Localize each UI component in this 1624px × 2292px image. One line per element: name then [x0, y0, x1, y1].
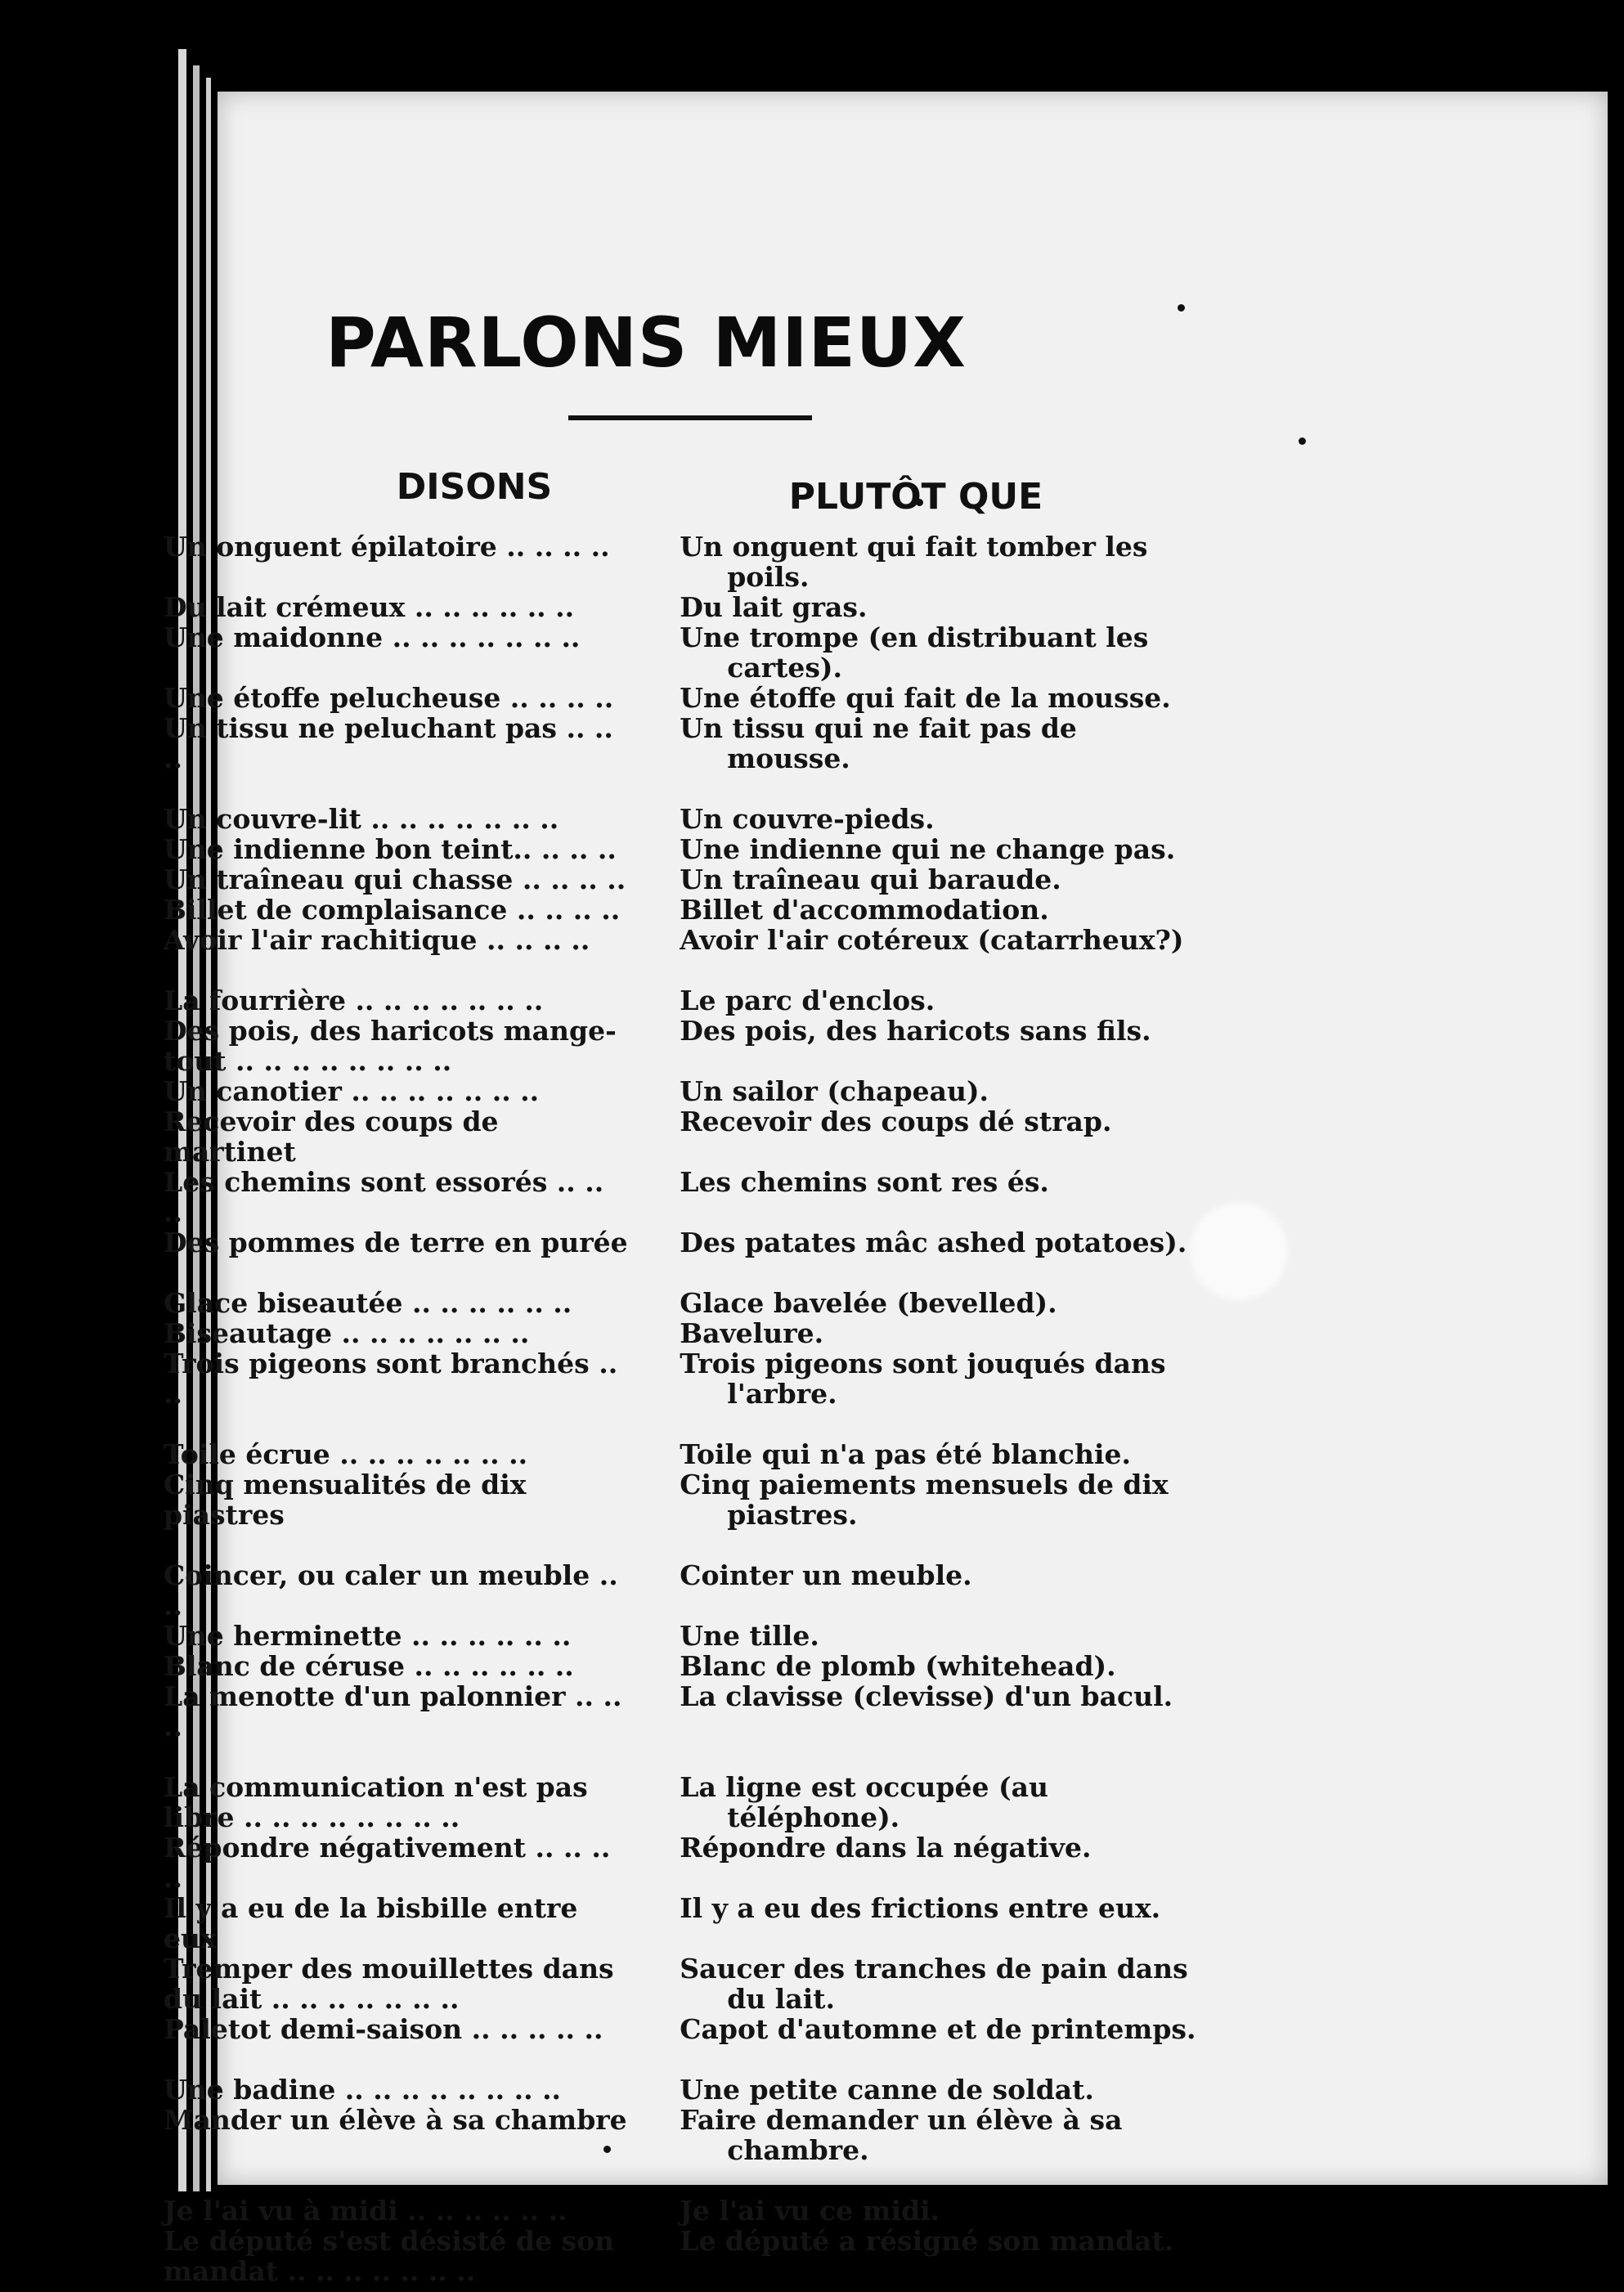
page-title: PARLONS MIEUX	[325, 303, 967, 383]
phrase-incorrect: Avoir l'air cotéreux (catarrheux?)	[680, 924, 1184, 956]
phrase-correct: Un tissu ne peluchant pas .. .. ..	[164, 712, 613, 774]
phrase-correct: Avoir l'air rachitique .. .. .. ..	[164, 924, 590, 956]
speck	[1299, 437, 1306, 445]
phrase-correct: Glace biseautée .. .. .. .. .. ..	[164, 1287, 572, 1319]
phrase-incorrect: Du lait gras.	[680, 591, 868, 623]
phrase-incorrect: Faire demander un élève à sa chambre.	[680, 2104, 1123, 2166]
phrase-row	[164, 532, 1202, 592]
column-header-left: DISONS	[396, 466, 553, 508]
phrase-incorrect: Une tille.	[680, 1620, 819, 1652]
phrase-row	[164, 622, 1202, 683]
phrase-correct: La fourrière .. .. .. .. .. .. ..	[164, 985, 544, 1016]
phrase-incorrect: Une trompe (en distribuant les cartes).	[680, 621, 1149, 684]
phrase-correct: Un traîneau qui chasse .. .. .. ..	[164, 863, 626, 895]
phrase-correct: Répondre négativement .. .. .. ..	[164, 1832, 611, 1894]
phrase-row	[164, 1772, 1202, 1832]
phrase-row	[164, 2105, 1202, 2165]
phrase-incorrect: Je l'ai vu ce midi.	[680, 2195, 940, 2227]
phrase-row	[164, 1621, 1202, 1651]
phrase-correct: La menotte d'un palonnier .. .. ..	[164, 1680, 622, 1743]
phrase-row	[164, 1318, 1202, 1348]
phrase-correct: Biseautage .. .. .. .. .. .. ..	[164, 1317, 530, 1349]
phrase-row	[164, 925, 1202, 955]
phrase-incorrect: Recevoir des coups dé strap.	[680, 1106, 1112, 1137]
title-rule	[568, 415, 812, 420]
ink-blot	[1190, 1202, 1288, 1300]
phrase-correct: Il y a eu de la bisbille entre eux	[164, 1892, 578, 1954]
phrase-correct: Mander un élève à sa chambre	[164, 2104, 627, 2136]
phrase-incorrect: Une étoffe qui fait de la mousse.	[680, 682, 1171, 714]
phrase-incorrect: Blanc de plomb (whitehead).	[680, 1650, 1116, 1682]
phrase-row	[164, 1651, 1202, 1681]
phrase-row	[164, 895, 1202, 925]
phrase-incorrect: Une petite canne de soldat.	[680, 2074, 1094, 2106]
phrase-row	[164, 1439, 1202, 1469]
phrase-correct: Une indienne bon teint.. .. .. ..	[164, 833, 617, 865]
phrase-incorrect: Billet d'accommodation.	[680, 894, 1049, 926]
phrase-incorrect: Un tissu qui ne fait pas de mousse.	[680, 712, 1077, 774]
phrase-correct: Cinq mensualités de dix piastres	[164, 1469, 527, 1531]
phrase-incorrect: Le parc d'enclos.	[680, 985, 935, 1016]
phrase-incorrect: Saucer des tranches de pain dans du lait.	[680, 1953, 1188, 2015]
phrase-row	[164, 804, 1202, 834]
phrase-row	[164, 2014, 1202, 2044]
phrase-correct: Une badine .. .. .. .. .. .. .. ..	[164, 2074, 562, 2106]
phrase-row	[164, 1560, 1202, 1621]
phrase-correct: Paletot demi-saison .. .. .. .. ..	[164, 2013, 603, 2045]
phrase-correct: Je l'ai vu à midi .. .. .. .. .. ..	[164, 2195, 568, 2227]
phrase-row	[164, 1893, 1202, 1953]
phrase-correct: Le député s'est désisté de son mandat .. .. .. .. .. .. ..	[164, 2225, 615, 2287]
phrase-correct: Les chemins sont essorés .. .. ..	[164, 1166, 604, 1228]
phrase-row	[164, 1469, 1202, 1530]
phrase-correct: Un onguent épilatoire .. .. .. ..	[164, 531, 610, 563]
phrase-correct: Trois pigeons sont branchés .. ..	[164, 1348, 618, 1410]
phrase-row	[164, 1288, 1202, 1318]
phrase-row	[164, 864, 1202, 895]
phrase-row	[164, 985, 1202, 1016]
phrase-incorrect: Répondre dans la négative.	[680, 1832, 1092, 1864]
column-header-right: PLUTÔT QUE	[788, 476, 1043, 518]
phrase-incorrect: Bavelure.	[680, 1317, 824, 1349]
phrase-incorrect: Il y a eu des frictions entre eux.	[680, 1892, 1161, 1924]
phrase-incorrect: Des pois, des haricots sans fils.	[680, 1015, 1151, 1047]
phrase-row	[164, 713, 1202, 774]
phrase-correct: Recevoir des coups de martinet	[164, 1106, 499, 1168]
phrase-incorrect: Toile qui n'a pas été blanchie.	[680, 1438, 1131, 1470]
phrase-row	[164, 1953, 1202, 2014]
phrase-row	[164, 2074, 1202, 2105]
phrase-row	[164, 1227, 1202, 1258]
phrase-correct: Un canotier .. .. .. .. .. .. ..	[164, 1075, 540, 1107]
phrase-row	[164, 2196, 1202, 2226]
phrase-row	[164, 1348, 1202, 1409]
phrase-row	[164, 1106, 1202, 1167]
phrase-correct: Une herminette .. .. .. .. .. ..	[164, 1620, 572, 1652]
phrase-correct: Un couvre-lit .. .. .. .. .. .. ..	[164, 803, 559, 835]
phrase-row	[164, 2226, 1202, 2286]
phrase-correct: Du lait crémeux .. .. .. .. .. ..	[164, 591, 575, 623]
phrase-row	[164, 1681, 1202, 1742]
phrase-correct: Billet de complaisance .. .. .. ..	[164, 894, 621, 926]
phrase-incorrect: Les chemins sont res és.	[680, 1166, 1049, 1198]
phrase-incorrect: Un couvre-pieds.	[680, 803, 935, 835]
phrase-correct: Blanc de céruse .. .. .. .. .. ..	[164, 1650, 574, 1682]
phrase-incorrect: Une indienne qui ne change pas.	[680, 833, 1176, 865]
phrase-row	[164, 1076, 1202, 1106]
phrase-row	[164, 683, 1202, 713]
phrase-row	[164, 1832, 1202, 1893]
phrase-incorrect: Le député a résigné son mandat.	[680, 2225, 1174, 2257]
phrase-correct: Des pois, des haricots mange-tout .. .. .. .. .. .. .. ..	[164, 1015, 617, 1077]
phrase-incorrect: La clavisse (clevisse) d'un bacul.	[680, 1680, 1173, 1712]
phrase-incorrect: Cinq paiements mensuels de dix piastres.	[680, 1469, 1169, 1531]
phrase-correct: Une étoffe pelucheuse .. .. .. ..	[164, 682, 614, 714]
phrase-row	[164, 1016, 1202, 1076]
phrase-incorrect: Un traîneau qui baraude.	[680, 863, 1061, 895]
phrase-incorrect: Un onguent qui fait tomber les poils.	[680, 531, 1148, 593]
phrase-correct: Une maidonne .. .. .. .. .. .. ..	[164, 621, 581, 653]
phrase-row	[164, 1167, 1202, 1227]
phrase-incorrect: Cointer un meuble.	[680, 1559, 972, 1591]
phrase-correct: La communication n'est pas libre .. .. .. .. .. .. .. ..	[164, 1771, 588, 1833]
phrase-incorrect: Un sailor (chapeau).	[680, 1075, 989, 1107]
phrase-incorrect: Des patates mâc ashed potatoes).	[680, 1227, 1187, 1258]
phrase-correct: Toile écrue .. .. .. .. .. .. ..	[164, 1438, 528, 1470]
phrase-row	[164, 834, 1202, 864]
phrase-incorrect: Glace bavelée (bevelled).	[680, 1287, 1057, 1319]
phrase-correct: Coincer, ou caler un meuble .. ..	[164, 1559, 618, 1621]
phrase-row	[164, 592, 1202, 622]
phrase-correct: Tremper des mouillettes dans du lait .. .. .. .. .. .. ..	[164, 1953, 614, 2015]
phrase-incorrect: Trois pigeons sont jouqués dans l'arbre.	[680, 1348, 1166, 1410]
phrase-table	[164, 532, 1202, 2286]
phrase-incorrect: La ligne est occupée (au téléphone).	[680, 1771, 1048, 1833]
phrase-incorrect: Capot d'automne et de printemps.	[680, 2013, 1196, 2045]
speck	[1178, 304, 1185, 312]
phrase-correct: Des pommes de terre en purée	[164, 1227, 628, 1258]
